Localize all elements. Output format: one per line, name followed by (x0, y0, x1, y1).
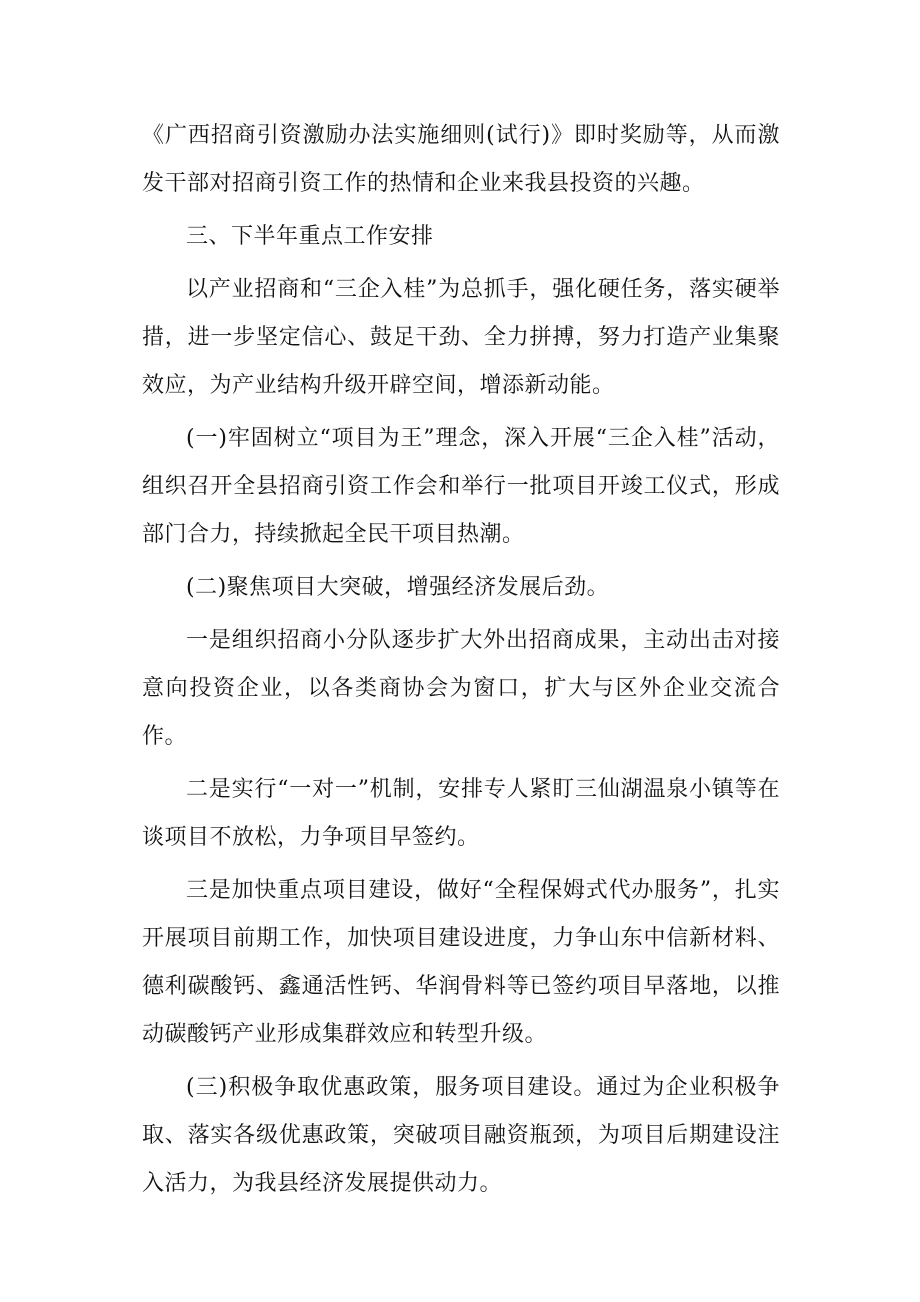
paragraph-item-1: (一)牢固树立“项目为王”理念，深入开展“三企入桂”活动，组织召开全县招商引资工作会和举行一批项目开竣工仪式，形成部门合力，持续掀起全民干项目热潮。 (142, 426, 780, 547)
paragraph-point-3: 三是加快重点项目建设，做好“全程保姆式代办服务”，扎实开展项目前期工作，加快项目建设进度，力争山东中信新材料、德利碳酸钙、鑫通活性钙、华润骨料等已签约项目早落地，以推动碳酸钙产业形成集群效应和转型升级。 (142, 878, 780, 1047)
paragraph-item-2: (二)聚焦项目大突破，增强经济发展后劲。 (186, 575, 610, 600)
document-page (142, 112, 780, 1213)
paragraph-incentive-continuation: 《广西招商引资激励办法实施细则(试行)》即时奖励等，从而激发干部对招商引资工作的热情和企业来我县投资的兴趣。 (142, 123, 780, 196)
paragraph-point-1: 一是组织招商小分队逐步扩大外出招商成果，主动出击对接意向投资企业，以各类商协会为窗口，扩大与区外企业交流合作。 (142, 628, 780, 749)
paragraph-point-2: 二是实行“一对一”机制，安排专人紧盯三仙湖温泉小镇等在谈项目不放松，力争项目早签约。 (142, 777, 780, 850)
paragraph-overview: 以产业招商和“三企入桂”为总抓手，强化硬任务，落实硬举措，进一步坚定信心、鼓足干劲、全力拼搏，努力打造产业集聚效应，为产业结构升级开辟空间，增添新动能。 (142, 277, 780, 398)
paragraph-item-3: (三)积极争取优惠政策，服务项目建设。通过为企业积极争取、落实各级优惠政策，突破项目融资瓶颈，为项目后期建设注入活力，为我县经济发展提供动力。 (142, 1075, 780, 1196)
section-heading-h2-plan: 三、下半年重点工作安排 (186, 224, 434, 249)
